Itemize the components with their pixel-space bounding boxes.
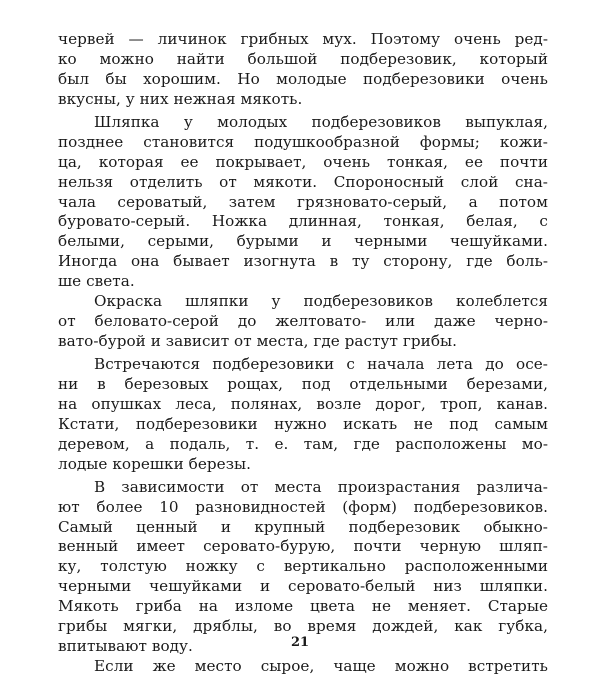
text-line: был бы хорошим. Но молодые подберезовики очень: [58, 69, 548, 88]
text-line: Самый ценный и крупный подберезовик обыкно-: [58, 517, 548, 536]
text-line: ше света.: [58, 272, 135, 291]
text-line: Шляпка у молодых подберезовиков выпуклая,: [94, 112, 548, 131]
text-line: буровато-серый. Ножка длинная, тонкая, белая, с: [58, 212, 548, 231]
text-line: грибы мягки, дряблы, во время дождей, как губка,: [58, 617, 548, 636]
paragraph-2: [58, 113, 548, 292]
text-line: венный имеет серовато-бурую, почти черную шляп-: [58, 537, 548, 556]
text-line: чала сероватый, затем грязновато-серый, а потом: [58, 192, 548, 211]
text-line: от беловато-серой до желтовато- или даже черно-: [58, 312, 548, 331]
text-line: ни в березовых рощах, под отдельными березами,: [58, 374, 548, 393]
text-line: ко можно найти большой подберезовик, который: [58, 49, 548, 68]
text-line: вато-бурой и зависит от места, где растут грибы.: [58, 332, 458, 351]
text-line: Если же место сырое, чаще можно встретить: [94, 657, 548, 676]
text-line: позднее становится подушкообразной формы; кожи-: [58, 132, 548, 151]
text-line: лодые корешки березы.: [58, 454, 252, 473]
text-line: нельзя отделить от мякоти. Спороносный слой сна-: [58, 172, 548, 191]
text-line: Окраска шляпки у подберезовиков колеблется: [94, 292, 548, 311]
text-line: ют более 10 разновидностей (форм) подберезовиков.: [58, 497, 548, 516]
text-line: Иногда она бывает изогнута в ту сторону, где боль-: [58, 252, 548, 271]
text-line: Мякоть гриба на изломе цвета не меняет. Старые: [58, 597, 548, 616]
text-line: вкусны, у них нежная мякоть.: [58, 89, 303, 108]
paragraph-3: [58, 292, 548, 352]
text-line: Встречаются подберезовики с начала лета до осе-: [94, 355, 548, 373]
text-line: ку, толстую ножку с вертикально расположенными: [58, 557, 548, 576]
text-line: Кстати, подберезовики нужно искать не под самым: [58, 414, 548, 433]
text-line: В зависимости от места произрастания различа-: [94, 477, 548, 496]
text-line: деревом, а подаль, т. е. там, где расположены мо-: [58, 434, 548, 453]
text-line: ца, которая ее покрывает, очень тонкая, ее почти: [58, 152, 548, 171]
paragraph-6: [58, 657, 548, 677]
page-number: 21: [290, 635, 310, 650]
text-line: впитывают воду.: [58, 637, 193, 656]
paragraph-4: [58, 355, 548, 475]
text-line: белыми, серыми, бурыми и черными чешуйками.: [58, 232, 548, 251]
paragraph-5: [58, 478, 548, 657]
page-body: [58, 30, 548, 677]
text-line: черными чешуйками и серовато-белый низ шляпки.: [58, 577, 548, 596]
text-line: на опушках леса, полянах, возле дорог, троп, канав.: [58, 394, 548, 413]
paragraph-1: [58, 30, 548, 110]
text-line: червей — личинок грибных мух. Поэтому очень ред-: [58, 30, 548, 48]
